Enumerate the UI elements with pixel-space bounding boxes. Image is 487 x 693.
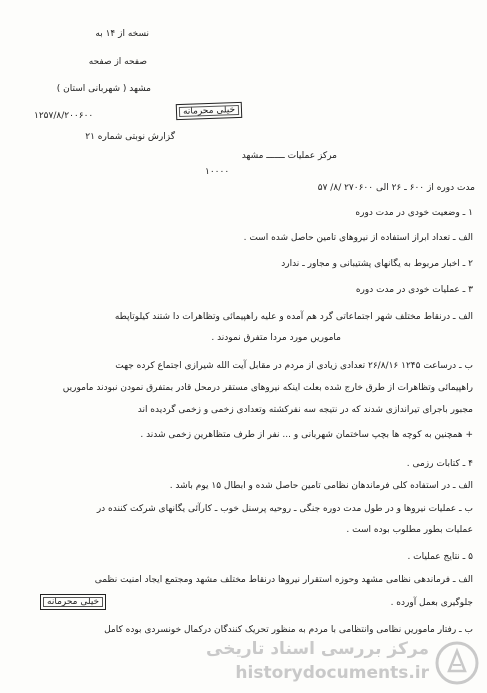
body-line: ۱ ـ وضعیت خودی در مدت دوره — [355, 208, 473, 218]
body-line: ب ـ رفتار ماموریں نظامی وانتظامی با مردم به منظور تحریک کنندگان درکمال خونسردی بوده کامل — [104, 625, 473, 635]
body-line: الف ـ درنقاط مختلف شهر اجتماعاتی گرد هم آمده و علیه راهپیمائی وتظاهرات دا شتند کیلوتاپطه — [114, 312, 473, 322]
archive-watermark — [0, 635, 487, 693]
body-line: ۴ ـ کتابات رزمی . — [406, 459, 473, 469]
report-period: مدت دوره از ۶۰۰ ـ ۲۶ الی ۲۷۰۶۰۰ /۸/ ۵۷ — [317, 183, 475, 193]
copy-line: نسخه از ۱۴ به — [95, 29, 149, 39]
body-line: الف ـ تعداد ابراز استفاده از نیروهای تامین حاصل شده است . — [243, 233, 473, 243]
body-line: ماموریں مورد مردا متفرق نمودند . — [211, 333, 341, 343]
watermark-url: historydocuments.ir — [235, 663, 429, 683]
body-line: ب ـ درساعت ۱۲۴۵ ۲۶/۸/۱۶ تعدادی زیادی از مردم در مقابل آیت الله شیرازی اجتماع کرده جهت — [115, 361, 473, 371]
report-title: گزارش نوبتی شماره ۲۱ — [85, 132, 175, 142]
body-line: ۵ ـ نتایج عملیات . — [407, 552, 473, 562]
body-line: + همچنین به کوچه ها بچپ ساختمان شهربانی و ... نفر از طرف متظاهرین زخمی شدند . — [140, 430, 473, 440]
body-line: عملیات بطور مطلوب بوده است . — [346, 525, 473, 535]
body-line: ۳ ـ عملیات خودی در مدت دوره — [355, 285, 473, 295]
archive-logo-icon — [435, 641, 479, 685]
body-line: الف ـ در استفاده کلی فرماندهان نظامی تامین حاصل شده و ابطال ۱۵ یوم باشد . — [169, 481, 473, 491]
confidential-stamp-top: خیلی محرمانه — [176, 102, 243, 120]
body-line: ب ـ عملیات نیروها و در طول مدت دوره جنگی ـ روحیه پرسنل خوب ـ کارآئی یگانهای شرکت کننده در — [96, 504, 473, 514]
confidential-stamp-bottom: خیلی محرمانه — [40, 594, 106, 610]
date-line: ۱۲۵۷/۸/۲۰۰۶۰۰ — [34, 111, 94, 121]
body-line: مجبور باجرای تیراندازی شدند که در نتیجه سه نفرکشته وتعدادی زخمی و زخمی گردیده اند — [137, 405, 473, 415]
watermark-title: مرکز بررسی اسناد تاریخی — [206, 639, 429, 659]
report-code: ۱۰۰۰۰ — [205, 167, 230, 177]
source-line: مشهد ( شهربانی استان ) — [56, 84, 151, 94]
page-line: صفحه از صفحه — [88, 57, 147, 67]
body-line: الف ـ فرماندهی نظامی مشهد وحوزه استقرار نیروها درنقاط مختلف مشهد ومجتمع ایجاد امنیت نظمی — [94, 575, 473, 585]
body-line: راهپیمائی وتظاهرات از طرق خارج شده بعلت اینکه نیروهای مستقر درمحل قادر بمتفرق نمودن نبودند ماموریں — [62, 383, 473, 393]
body-line: ۲ ـ اخبار مربوط به یگانهای پشتیبانی و مجاور ـ ندارد — [281, 259, 473, 269]
body-line: جلوگیری بعمل آورده . — [390, 598, 473, 608]
report-center: مرکز عملیات ـــــــ مشهد — [241, 151, 337, 161]
